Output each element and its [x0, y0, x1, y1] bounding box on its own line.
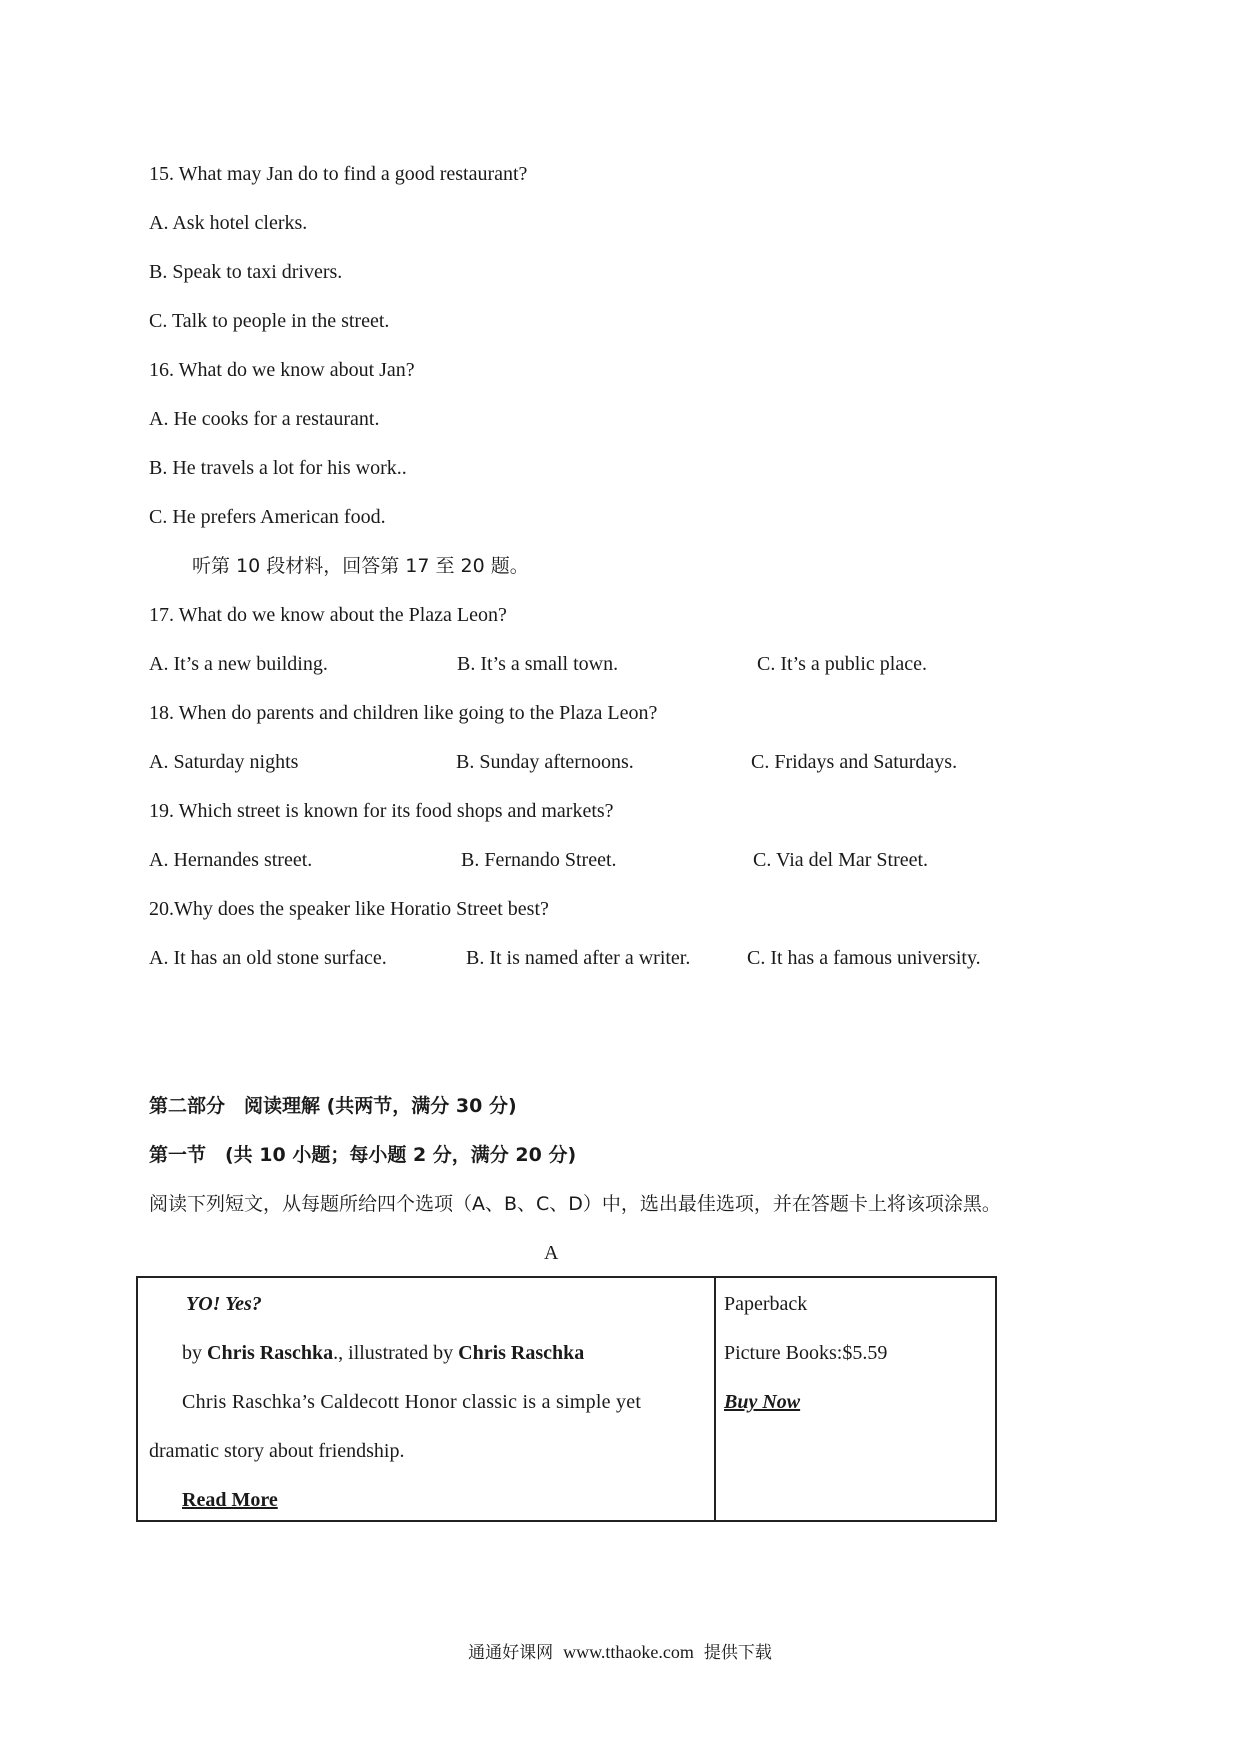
question-18: 18. When do parents and children like going to the Plaza Leon?: [149, 702, 658, 724]
option-15c: C. Talk to people in the street.: [149, 310, 390, 332]
option-20b: B. It is named after a writer.: [466, 947, 691, 969]
book-author: Chris Raschka: [207, 1342, 334, 1364]
option-18b: B. Sunday afternoons.: [456, 751, 634, 773]
table-divider: [714, 1276, 716, 1522]
option-17a: A. It’s a new building.: [149, 653, 328, 675]
option-16c: C. He prefers American food.: [149, 506, 386, 528]
section-title: 第一节 (共 10 小题；每小题 2 分，满分 20 分): [149, 1144, 577, 1166]
by-prefix: by: [182, 1342, 207, 1364]
book-format: Paperback: [724, 1293, 808, 1315]
book-byline: [182, 1341, 584, 1365]
passage-label: A: [544, 1242, 559, 1264]
read-more-link[interactable]: Read More: [182, 1489, 278, 1511]
question-16: 16. What do we know about Jan?: [149, 359, 415, 381]
question-19: 19. Which street is known for its food shops and markets?: [149, 800, 614, 822]
option-15a: A. Ask hotel clerks.: [149, 212, 308, 234]
reading-instructions: 阅读下列短文，从每题所给四个选项（A、B、C、D）中，选出最佳选项，并在答题卡上将该项涂黑。: [149, 1193, 1001, 1215]
footer-url[interactable]: www.tthaoke.com: [563, 1642, 694, 1662]
option-15b: B. Speak to taxi drivers.: [149, 261, 343, 283]
book-title: YO! Yes?: [186, 1293, 262, 1315]
book-description-line-1: Chris Raschka’s Caldecott Honor classic is a simple yet: [182, 1391, 642, 1413]
option-16a: A. He cooks for a restaurant.: [149, 408, 380, 430]
book-illustrator: Chris Raschka: [458, 1342, 585, 1364]
option-19b: B. Fernando Street.: [461, 849, 617, 871]
section-10-instruction: 听第 10 段材料，回答第 17 至 20 题。: [192, 555, 529, 577]
option-19a: A. Hernandes street.: [149, 849, 313, 871]
option-20c: C. It has a famous university.: [747, 947, 981, 969]
question-17: 17. What do we know about the Plaza Leon?: [149, 604, 507, 626]
option-17b: B. It’s a small town.: [457, 653, 619, 675]
option-16b: B. He travels a lot for his work..: [149, 457, 407, 479]
option-17c: C. It’s a public place.: [757, 653, 927, 675]
footer-provided: 提供下载: [703, 1643, 772, 1663]
question-20: 20.Why does the speaker like Horatio Street best?: [149, 898, 549, 920]
part-title: 第二部分 阅读理解 (共两节，满分 30 分): [149, 1095, 517, 1117]
illustrated-prefix: ., illustrated by: [333, 1342, 459, 1364]
footer-site-name: 通通好课网: [468, 1643, 554, 1663]
option-18c: C. Fridays and Saturdays.: [751, 751, 958, 773]
buy-now-link[interactable]: Buy Now: [724, 1391, 801, 1413]
page-footer: [0, 1638, 1240, 1663]
option-19c: C. Via del Mar Street.: [753, 849, 929, 871]
book-price: Picture Books:$5.59: [724, 1342, 888, 1364]
book-description-line-2: dramatic story about friendship.: [149, 1440, 405, 1462]
option-20a: A. It has an old stone surface.: [149, 947, 387, 969]
option-18a: A. Saturday nights: [149, 751, 299, 773]
question-15: 15. What may Jan do to find a good restaurant?: [149, 163, 528, 185]
